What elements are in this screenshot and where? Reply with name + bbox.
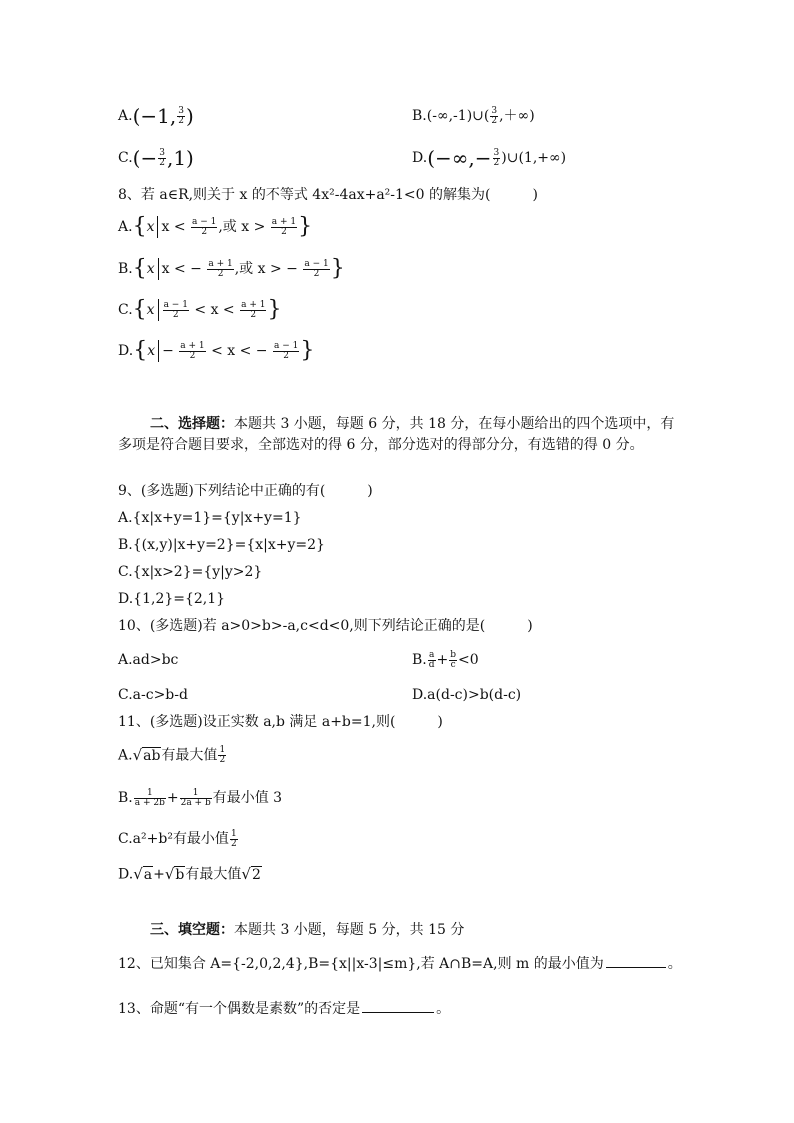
q11-option-a: A.√ab有最大值 $\frac{1}{2}$ bbox=[118, 745, 226, 765]
q11-option-b: B. $\frac{1}{a + 2b}$ + $\frac{1}{2a + b}$ 有最小值 3 bbox=[118, 787, 283, 808]
section2-intro: 二、选择题：本题共 3 小题，每题 6 分，共 18 分，在每小题给出的四个选项中，有多项是符合题目要求，全部选对的得 6 分，部分选对的得部分分，有选错的得 0 分。 bbox=[118, 416, 675, 453]
q13-answer-blank[interactable] bbox=[362, 998, 434, 1013]
q8-option-c: C.{x $\frac{a - 1}{2}$ < x < $\frac{a + 1}{2}$ } bbox=[118, 297, 282, 322]
q9-option-a: A.{x|x+y=1}={y|x+y=1} bbox=[118, 510, 302, 526]
q11-option-c: C.a²+b²有最小值 $\frac{1}{2}$ bbox=[118, 828, 237, 849]
q11-stem: 11、(多选题)设正实数 a,b 满足 a+b=1,则( ) bbox=[118, 714, 443, 730]
q7-option-c: C.(− $\frac{3}{2}$ ,1) bbox=[118, 146, 194, 170]
q12: 12、已知集合 A={-2,0,2,4},B={x||x-3|≤m},若 A∩B=A,则 m 的最小值为 。 bbox=[118, 953, 682, 974]
q7-option-a: A.(−1, $\frac{3}{2}$ ) bbox=[118, 104, 194, 128]
q10-option-d: D.a(d-c)>b(d-c) bbox=[412, 687, 522, 703]
q9-option-c: C.{x|x>2}={y|y>2} bbox=[118, 564, 263, 580]
q10-stem: 10、(多选题)若 a>0>b>-a,c<d<0,则下列结论正确的是( ) bbox=[118, 618, 533, 634]
q8-option-d: D.{x − $\frac{a + 1}{2}$ < x < − $\frac{a - 1}{2}$ } bbox=[118, 338, 315, 363]
q7-option-d: D.(−∞,− $\frac{3}{2}$ )∪(1,+∞) bbox=[412, 146, 567, 170]
section3-intro: 三、填空题：本题共 3 小题，每题 5 分，共 15 分 bbox=[150, 922, 465, 938]
q10-option-c: C.a-c>b-d bbox=[118, 687, 188, 703]
q9-option-d: D.{1,2}={2,1} bbox=[118, 591, 226, 607]
q8-option-a: A.{x x < $\frac{a - 1}{2}$ ,或 x > $\frac{a + 1}{2}$ } bbox=[118, 214, 313, 239]
q10-option-b: B. $\frac{a}{d}$ + $\frac{b}{c}$ <0 bbox=[412, 649, 479, 670]
q7-option-b: B.(-∞,-1)∪( $\frac{3}{2}$ ,＋∞) bbox=[412, 105, 535, 126]
q9-option-b: B.{(x,y)|x+y=2}={x|x+y=2} bbox=[118, 537, 325, 553]
q12-answer-blank[interactable] bbox=[606, 953, 666, 968]
q8-stem: 8、若 a∈R,则关于 x 的不等式 4x²-4ax+a²-1<0 的解集为( ) bbox=[118, 187, 538, 203]
q9-stem: 9、(多选题)下列结论中正确的有( ) bbox=[118, 483, 373, 499]
q13: 13、命题“有一个偶数是素数”的否定是 。 bbox=[118, 998, 450, 1019]
q8-option-b: B.{x x < − $\frac{a + 1}{2}$ ,或 x > − $\frac{a - 1}{2}$ } bbox=[118, 256, 345, 281]
q11-option-d: D.√a+√b有最大值√2 bbox=[118, 865, 261, 883]
q10-option-a: A.ad>bc bbox=[118, 652, 179, 668]
